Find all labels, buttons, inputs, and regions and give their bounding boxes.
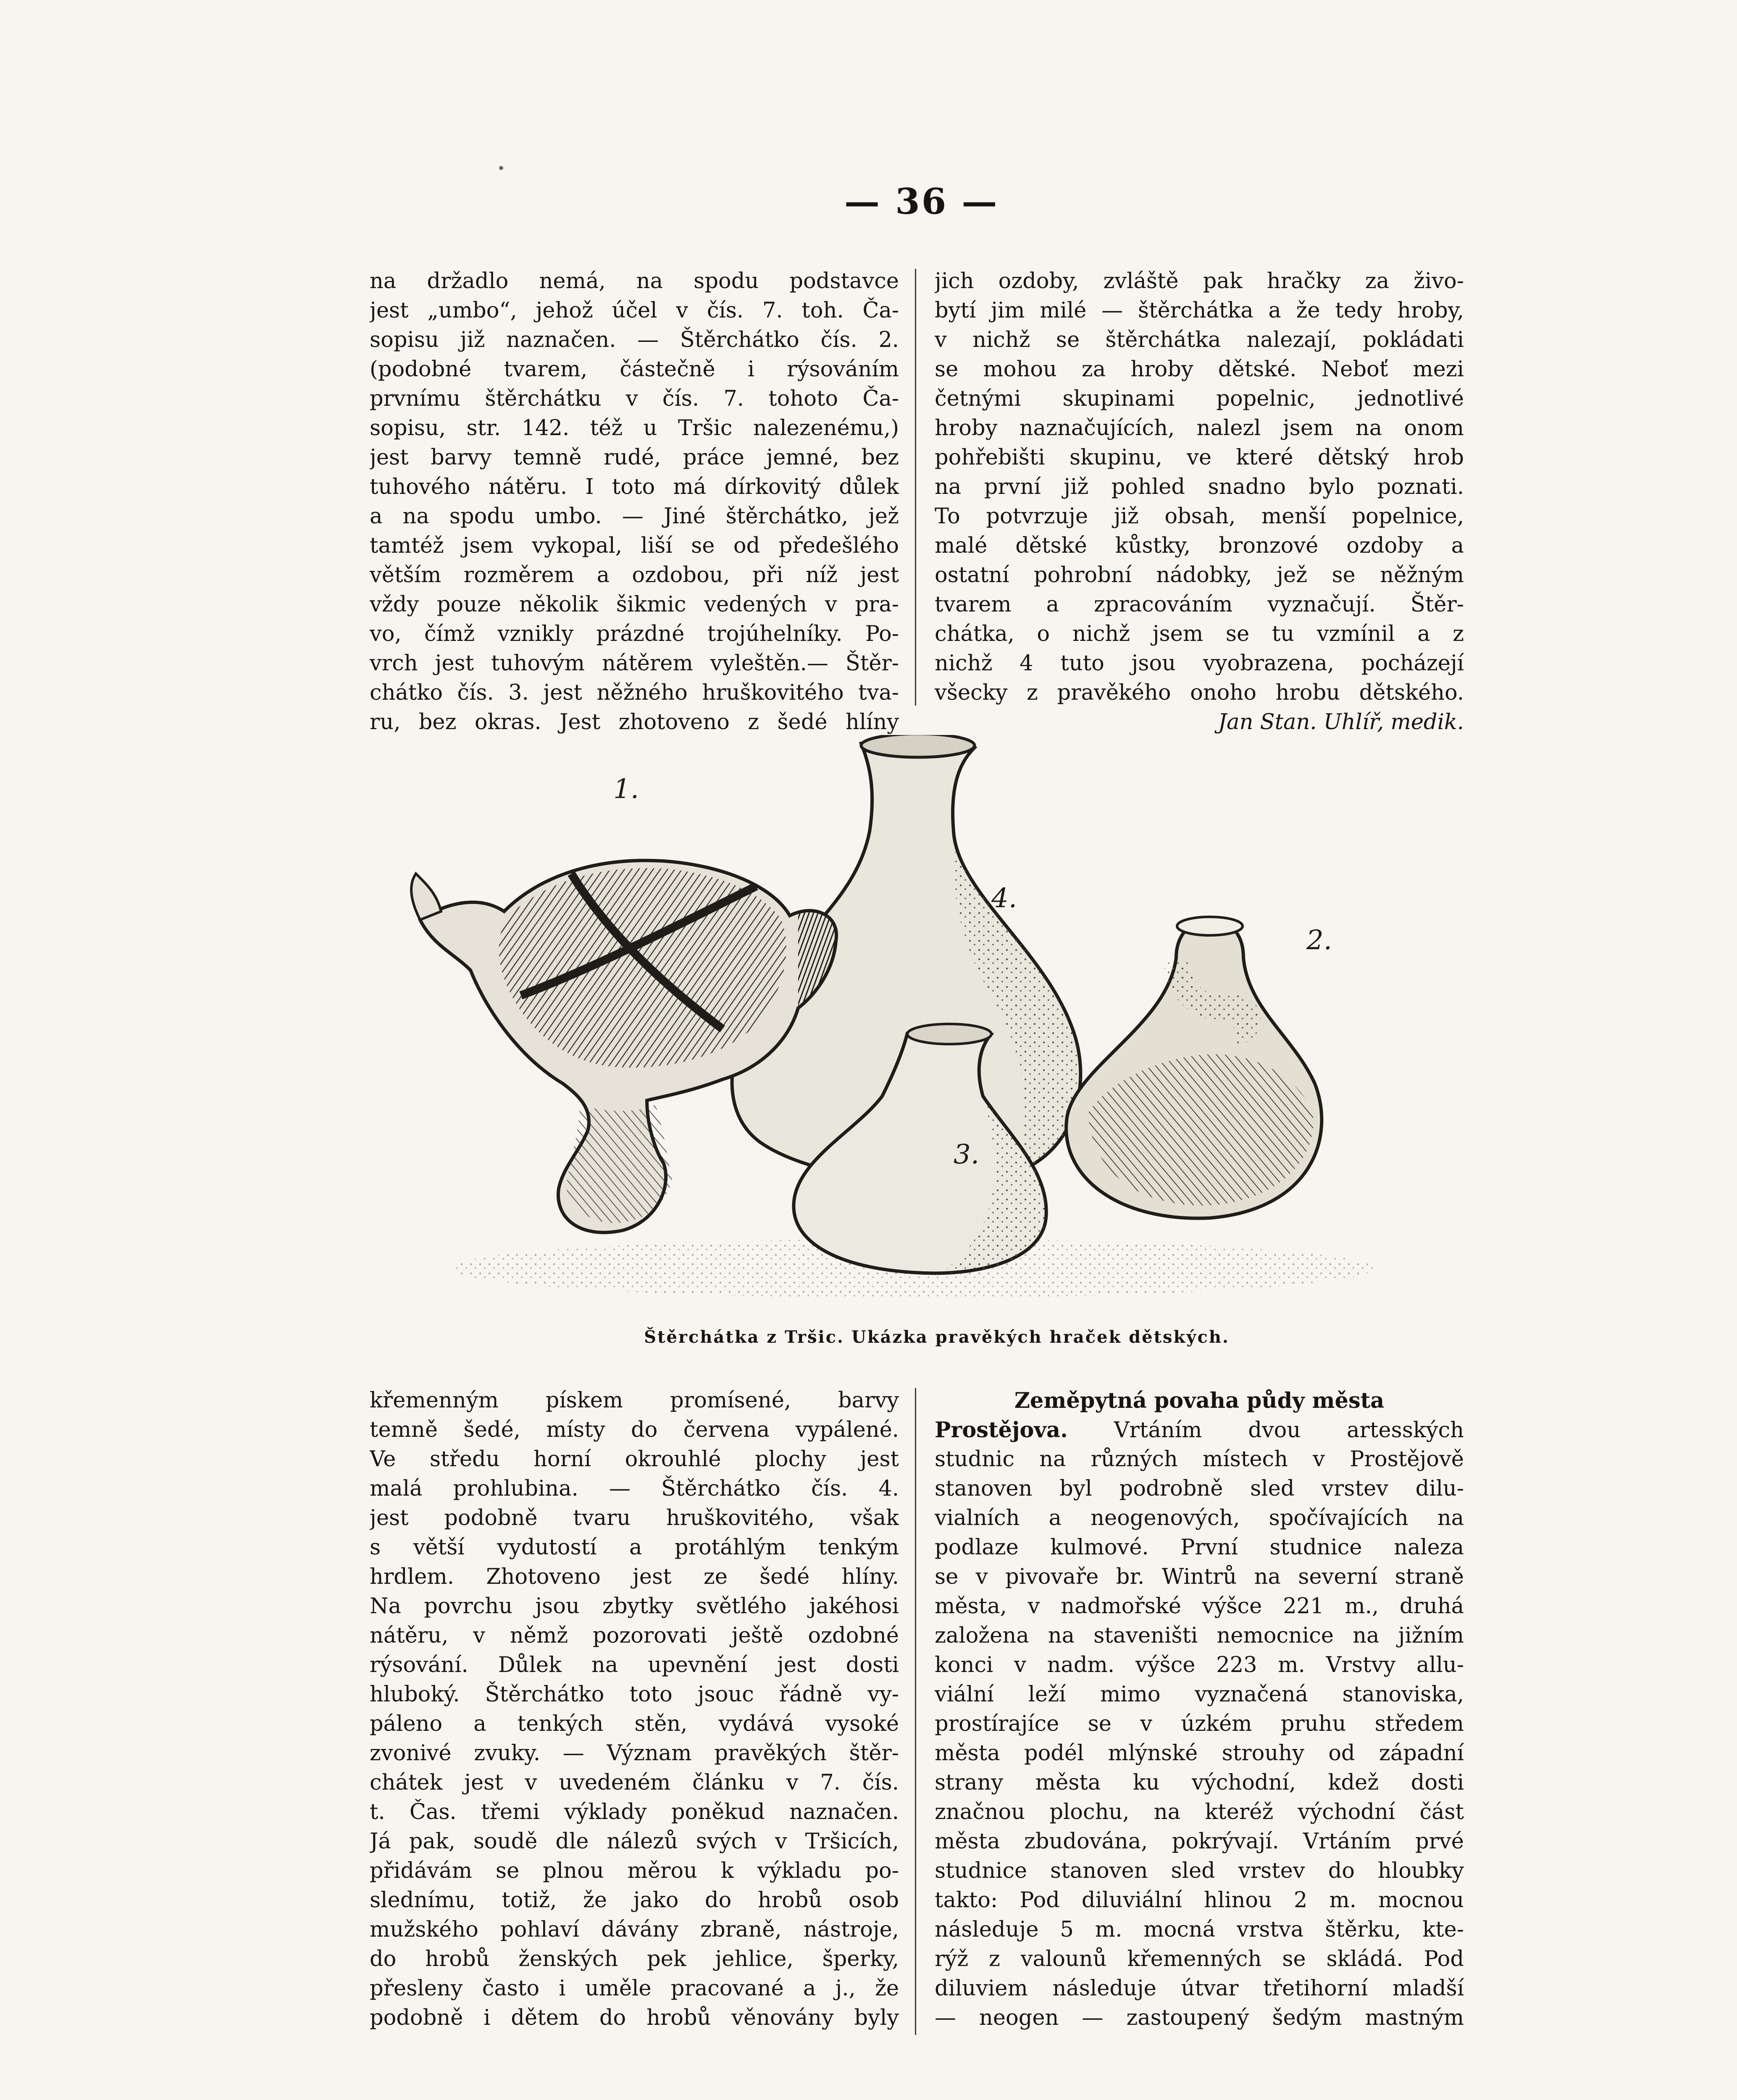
- text-line: vo, čímž vznikly prázdné trojúhelníky. Po-: [370, 622, 899, 646]
- text-line: bytí jim milé — štěrchátka a že tedy hroby,: [935, 298, 1464, 323]
- text-column-top-right: [935, 267, 1464, 737]
- figure-caption: Štěrchátka z Tršic. Ukázka pravěkých hraček dětských.: [644, 1327, 1230, 1347]
- text-line: vždy pouze několik šikmic vedených v pra-: [370, 592, 899, 617]
- text-line: tamtéž jsem vykopal, liší se od předešlého: [370, 533, 899, 558]
- text-line: jich ozdoby, zvláště pak hračky za živo-: [935, 269, 1464, 294]
- text-line: křemenným pískem promísené, barvy: [370, 1388, 899, 1413]
- text-line: rýsování. Důlek na upevnění jest dosti: [370, 1653, 899, 1677]
- text-line: vialních a neogenových, spočívajících na: [935, 1506, 1464, 1530]
- section-heading: Zeměpytná povaha půdy města: [1014, 1388, 1385, 1413]
- text-line: [935, 1415, 1464, 1445]
- text-line: hluboký. Štěrchátko toto jsouc řádně vy-: [370, 1682, 899, 1707]
- text-line: na první již pohled snadno bylo poznati.: [935, 475, 1464, 499]
- text-line: t. Čas. třemi výklady poněkud naznačen.: [370, 1800, 899, 1824]
- rattle-2-bell: [1066, 917, 1322, 1218]
- text-line: sopisu již naznačen. — Štěrchátko čís. 2.: [370, 328, 899, 352]
- text-line: hroby naznačujících, nalezl jsem na onom: [935, 416, 1464, 441]
- text-line: hrdlem. Zhotoveno jest ze šedé hlíny.: [370, 1564, 899, 1589]
- text-line: diluviem následuje útvar třetihorní mladší: [935, 1976, 1464, 2001]
- rattle-1-bird: [411, 861, 836, 1233]
- page-number: — 36 —: [844, 181, 999, 222]
- text-line: tuhového nátěru. I toto má dírkovitý důlek: [370, 475, 899, 499]
- text-line: To potvrzuje již obsah, menší popelnice,: [935, 504, 1464, 529]
- text-line: na držadlo nemá, na spodu podstavce: [370, 269, 899, 294]
- text-line: takto: Pod diluviální hlinou 2 m. mocnou: [935, 1888, 1464, 1913]
- text-line: nichž 4 tuto jsou vyobrazena, pocházejí: [935, 651, 1464, 676]
- text-line: malá prohlubina. — Štěrchátko čís. 4.: [370, 1476, 899, 1501]
- text-line: vrch jest tuhovým nátěrem vyleštěn.— Štěr-: [370, 651, 899, 676]
- figure-label-1: 1.: [613, 774, 639, 805]
- text-line: stanoven byl podrobně sled vrstev dilu-: [935, 1476, 1464, 1501]
- text-line: ru, bez okras. Jest zhotoveno z šedé hlíny: [370, 710, 899, 735]
- text-line: jest barvy temně rudé, práce jemné, bez: [370, 445, 899, 470]
- text-line: se mohou za hroby dětské. Neboť mezi: [935, 357, 1464, 382]
- text-line: studnice stanoven sled vrstev do hloubky: [935, 1858, 1464, 1883]
- text-line: města podél mlýnské strouhy od západní: [935, 1741, 1464, 1766]
- text-column-bottom-right: [935, 1386, 1464, 2033]
- text-line: sopisu, str. 142. též u Tršic nalezenému,): [370, 416, 899, 441]
- column-divider-bottom: [915, 1388, 916, 2035]
- text-line: strany města ku východní, kdež dosti: [935, 1770, 1464, 1795]
- author-signature: Jan Stan. Uhlíř, medik.: [1218, 710, 1464, 735]
- text-line: mužského pohlaví dávány zbraně, nástroje,: [370, 1917, 899, 1942]
- text-line: páleno a tenkých stěn, vydává vysoké: [370, 1712, 899, 1736]
- text-line: temně šedé, místy do červena vypálené.: [370, 1418, 899, 1442]
- figure-label-3: 3.: [954, 1139, 980, 1170]
- text-line: podobně i dětem do hrobů věnovány byly: [370, 2006, 899, 2030]
- text-line: města, v nadmořské výšce 221 m., druhá: [935, 1594, 1464, 1619]
- text-line: malé dětské kůstky, bronzové ozdoby a: [935, 533, 1464, 558]
- text-line: města zbudována, pokrývají. Vrtáním prvé: [935, 1829, 1464, 1854]
- text-line: rýž z valounů křemenných se skládá. Pod: [935, 1947, 1464, 1971]
- text-line: (podobné tvarem, částečně i rýsováním: [370, 357, 899, 382]
- text-column-bottom-left: [370, 1386, 899, 2033]
- text-line: prvnímu štěrchátku v čís. 7. tohoto Ča-: [370, 386, 899, 411]
- text-line: chátek jest v uvedeném článku v 7. čís.: [370, 1770, 899, 1795]
- column-divider-top: [915, 269, 916, 706]
- text-line: ostatní pohrobní nádobky, jež se něžným: [935, 563, 1464, 588]
- text-line: jest „umbo“, jehož účel v čís. 7. toh. Ča-: [370, 298, 899, 323]
- text-column-top-left: [370, 267, 899, 737]
- text-line: následuje 5 m. mocná vrstva štěrku, kte-: [935, 1917, 1464, 1942]
- text-line: slednímu, totiž, že jako do hrobů osob: [370, 1888, 899, 1913]
- text-line: se v pivovaře br. Wintrů na severní straně: [935, 1564, 1464, 1589]
- text-line: studnic na různých místech v Prostějově: [935, 1447, 1464, 1472]
- text-line: viální leží mimo vyznačená stanoviska,: [935, 1682, 1464, 1707]
- margin-speck: [499, 166, 503, 170]
- text-line: v nichž se štěrchátka nalezají, pokládati: [935, 328, 1464, 352]
- text-line: četnými skupinami popelnic, jednotlivé: [935, 386, 1464, 411]
- text-line: Na povrchu jsou zbytky světlého jakéhosi: [370, 1594, 899, 1619]
- text-line: zvonivé zvuky. — Význam pravěkých štěr-: [370, 1741, 899, 1766]
- text-line: nátěru, v němž pozorovati ještě ozdobné: [370, 1623, 899, 1648]
- text-fragment: Vrtáním dvou artesských: [1114, 1418, 1464, 1443]
- text-line: do hrobů ženských pek jehlice, šperky,: [370, 1947, 899, 1971]
- text-line: založena na staveništi nemocnice na jižním: [935, 1623, 1464, 1648]
- figure-rattles-illustration: [395, 735, 1428, 1323]
- text-line: konci v nadm. výšce 223 m. Vrstvy allu-: [935, 1653, 1464, 1677]
- figure-label-2: 2.: [1306, 925, 1332, 956]
- text-line: a na spodu umbo. — Jiné štěrchátko, jež: [370, 504, 899, 529]
- section-heading-continued: Prostějova.: [935, 1418, 1068, 1443]
- text-line: tvarem a zpracováním vyznačují. Štěr-: [935, 592, 1464, 617]
- text-line: chátko čís. 3. jest něžného hruškovitého tva-: [370, 680, 899, 705]
- text-line: podlaze kulmové. První studnice naleza: [935, 1535, 1464, 1560]
- text-line: jest podobně tvaru hruškovitého, však: [370, 1506, 899, 1530]
- text-line: větším rozměrem a ozdobou, při níž jest: [370, 563, 899, 588]
- text-line: přidávám se plnou měrou k výkladu po-: [370, 1858, 899, 1883]
- text-line: všecky z pravěkého onoho hrobu dětského.: [935, 680, 1464, 705]
- figure-label-4: 4.: [991, 883, 1017, 914]
- text-line: Já pak, soudě dle nálezů svých v Tršicích,: [370, 1829, 899, 1854]
- text-line: — neogen — zastoupený šedým mastným: [935, 2006, 1464, 2030]
- text-line: pohřebišti skupinu, ve které dětský hrob: [935, 445, 1464, 470]
- text-line: značnou plochu, na kteréž východní část: [935, 1800, 1464, 1824]
- text-line: s větší vydutostí a protáhlým tenkým: [370, 1535, 899, 1560]
- text-line: prostírajíce se v úzkém pruhu středem: [935, 1712, 1464, 1736]
- text-line: přesleny často i uměle pracované a j., že: [370, 1976, 899, 2001]
- text-line: chátka, o nichž jsem se tu vzmínil a z: [935, 622, 1464, 646]
- text-line: Ve středu horní okrouhlé plochy jest: [370, 1447, 899, 1472]
